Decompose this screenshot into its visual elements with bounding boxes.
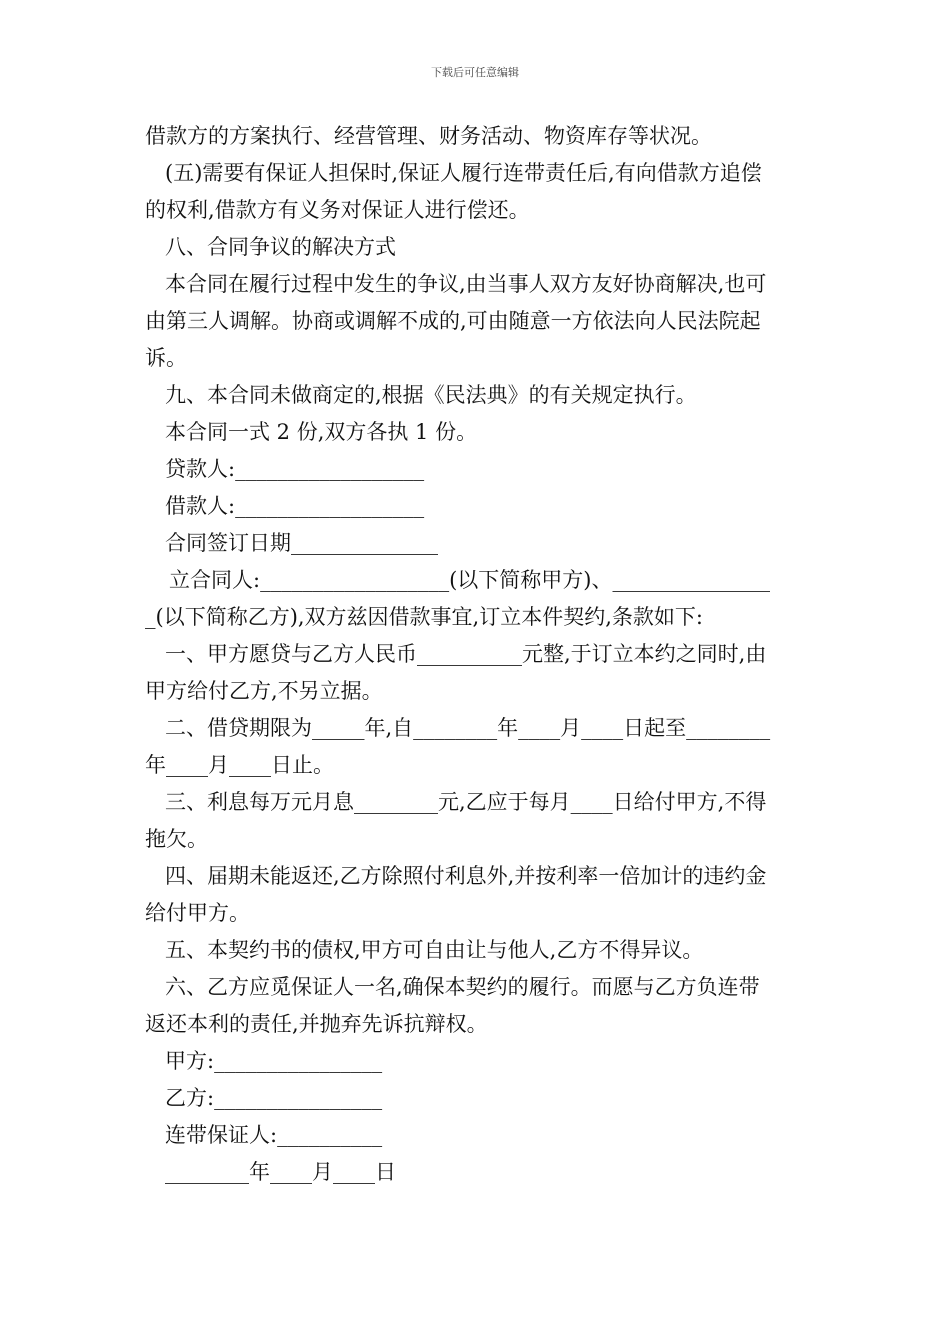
page-header: 下载后可任意编辑 <box>431 66 519 79</box>
document-line: 诉。 <box>145 346 187 370</box>
document-line: 立合同人:__________________(以下简称甲方)、_______________ <box>169 568 770 592</box>
document-line: 五、本契约书的债权,甲方可自由让与他人,乙方不得异议。 <box>165 938 704 962</box>
document-line: _(以下简称乙方),双方兹因借款事宜,订立本件契约,条款如下: <box>145 605 703 629</box>
document-line: 甲方给付乙方,不另立据。 <box>145 679 383 703</box>
document-line: 本合同一式 2 份,双方各执 1 份。 <box>165 420 478 444</box>
document-line: 乙方:________________ <box>165 1086 383 1110</box>
document-line: 贷款人:__________________ <box>165 457 425 481</box>
document-line: 八、合同争议的解决方式 <box>165 235 396 259</box>
document-line: ________年____月____日 <box>165 1160 396 1184</box>
document-line: 借款人:__________________ <box>165 494 425 518</box>
document-line: 本合同在履行过程中发生的争议,由当事人双方友好协商解决,也可 <box>165 272 767 296</box>
document-line: 的权利,借款方有义务对保证人进行偿还。 <box>145 198 530 222</box>
document-line: 九、本合同未做商定的,根据《民法典》的有关规定执行。 <box>165 383 697 407</box>
document-line: 给付甲方。 <box>145 901 250 925</box>
document-line: (五)需要有保证人担保时,保证人履行连带责任后,有向借款方追偿 <box>165 161 762 185</box>
document-line: 由第三人调解。协商或调解不成的,可由随意一方依法向人民法院起 <box>145 309 761 333</box>
document-body <box>145 118 807 1191</box>
document-line: 借款方的方案执行、经营管理、财务活动、物资库存等状况。 <box>145 124 712 148</box>
document-line: 三、利息每万元月息________元,乙应于每月____日给付甲方,不得 <box>165 790 767 814</box>
document-line: 甲方:________________ <box>165 1049 383 1073</box>
document-line: 六、乙方应觅保证人一名,确保本契约的履行。而愿与乙方负连带 <box>165 975 760 999</box>
document-line: 年____月____日止。 <box>145 753 334 777</box>
document-line: 连带保证人:__________ <box>165 1123 383 1147</box>
document-line: 四、届期未能返还,乙方除照付利息外,并按利率一倍加计的违约金 <box>165 864 767 888</box>
document-line: 拖欠。 <box>145 827 208 851</box>
document-line: 二、借贷期限为_____年,自________年____月____日起至________ <box>165 716 771 740</box>
document-line: 返还本利的责任,并抛弃先诉抗辩权。 <box>145 1012 488 1036</box>
document-line: 一、甲方愿贷与乙方人民币__________元整,于订立本约之同时,由 <box>165 642 767 666</box>
document-line: 合同签订日期______________ <box>165 531 438 555</box>
